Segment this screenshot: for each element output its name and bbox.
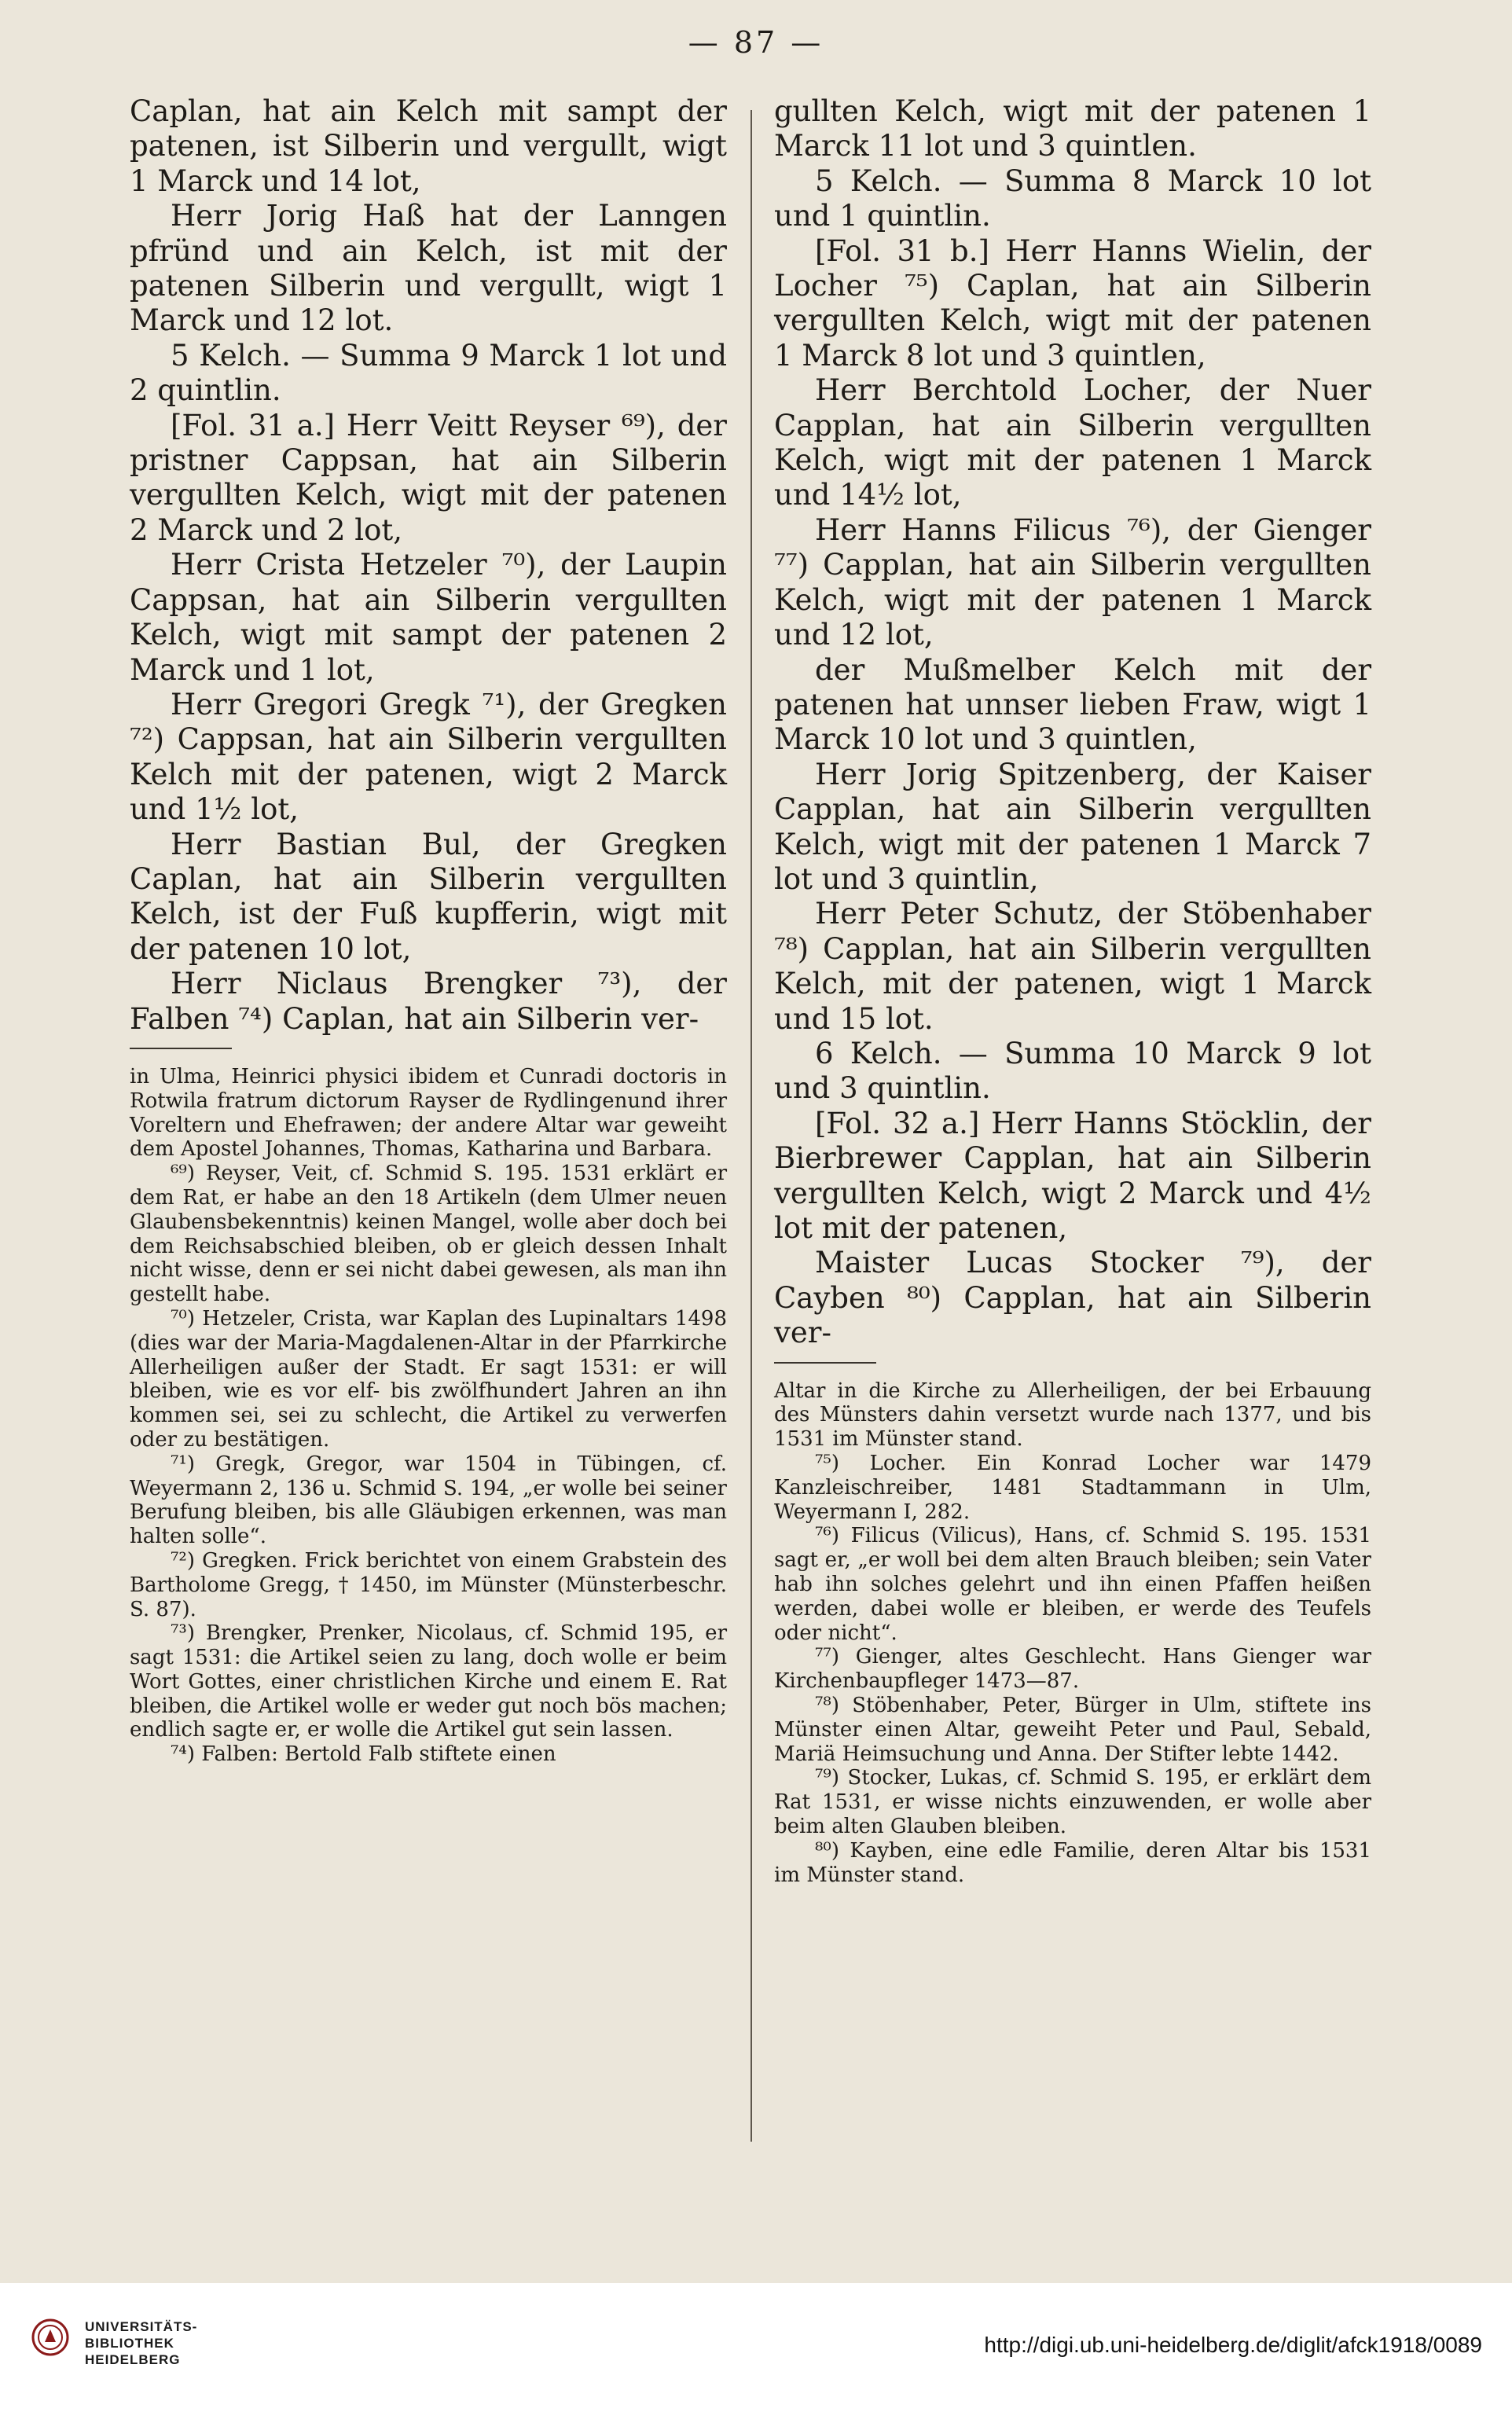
body-paragraph: der Mußmelber Kelch mit der patenen hat unnser lieben Fraw, wigt 1 Marck 10 lot und 3 quintlen, <box>774 652 1371 757</box>
footnote: Altar in die Kirche zu Allerheiligen, der bei Erbauung des Münsters dahin versetzt wurde nach 1377, und bis 1531 im Münster stand. <box>774 1379 1371 1452</box>
footnote: ⁷¹) Gregk, Gregor, war 1504 in Tübingen, cf. Weyermann 2, 136 u. Schmid S. 194, „er wolle bei seiner Berufung bleiben, bis alle Gläubigen erkennen, was man halten solle“. <box>130 1452 727 1549</box>
footnote: ⁷⁰) Hetzeler, Crista, war Kaplan des Lupinaltars 1498 (dies war der Maria-Magdalenen-Altar in der Pfarrkirche Allerheiligen außer der Stadt. Er sagt 1531: er will bleiben, wie es vor elf- bis zwölfhundert Jahren an ihn kommen sei, sei zu schlecht, die Artikel zu verwerfen oder zu bestätigen. <box>130 1306 727 1452</box>
footnote: ⁷³) Brengker, Prenker, Nicolaus, cf. Schmid 195, er sagt 1531: die Artikel seien zu lang, doch wolle er beim Wort Gottes, einer christlichen Kirche und einem E. Rat bleiben, die Artikel wolle er weder gut noch bös machen; endlich sagte er, er wolle die Artikel gut sein lassen. <box>130 1621 727 1742</box>
left-body-text <box>130 94 727 1037</box>
body-paragraph: [Fol. 31 a.] Herr Veitt Reyser ⁶⁹), der pristner Cappsan, hat ain Silberin vergullten Kelch, wigt mit der patenen 2 Marck und 2 lot, <box>130 408 727 547</box>
footnote: in Ulma, Heinrici physici ibidem et Cunradi doctoris in Rotwila fratrum dictorum Rayser de Rydlingenund ihrer Voreltern und Ehefrawen; der andere Altar war geweiht dem Apostel Johannes, Thomas, Katharina und Barbara. <box>130 1064 727 1162</box>
institution-line: BIBLIOTHEK <box>85 2336 174 2351</box>
university-seal-icon <box>31 2318 69 2356</box>
footnote-rule <box>130 1048 232 1049</box>
body-paragraph: gullten Kelch, wigt mit der patenen 1 Marck 11 lot und 3 quintlen. <box>774 94 1371 163</box>
left-column <box>130 94 727 1767</box>
body-paragraph: Herr Berchtold Locher, der Nuer Capplan, hat ain Silberin vergullten Kelch, wigt mit der patenen 1 Marck und 14½ lot, <box>774 373 1371 512</box>
footnote: ⁷⁵) Locher. Ein Konrad Locher war 1479 Kanzleischreiber, 1481 Stadtammann in Ulm, Weyermann I, 282. <box>774 1452 1371 1524</box>
footnote: ⁷⁹) Stocker, Lukas, cf. Schmid S. 195, er erklärt dem Rat 1531, er wisse nichts einzuwenden, er wolle aber beim alten Glauben bleiben. <box>774 1766 1371 1838</box>
footnote: ⁶⁹) Reyser, Veit, cf. Schmid S. 195. 1531 erklärt er dem Rat, er habe an den 18 Artikeln (dem Ulmer neuen Glaubensbekenntnis) keinen Mangel, wolle aber doch bei dem Reichsabschied bleiben, ob er gleich dessen Inhalt nicht wisse, denn er sei nicht dabei gewesen, als man ihn gestellt habe. <box>130 1162 727 1307</box>
body-paragraph: Herr Bastian Bul, der Gregken Caplan, hat ain Silberin vergullten Kelch, ist der Fuß kupfferin, wigt mit der patenen 10 lot, <box>130 827 727 966</box>
footnote: ⁸⁰) Kayben, eine edle Familie, deren Altar bis 1531 im Münster stand. <box>774 1838 1371 1887</box>
footnote: ⁷²) Gregken. Frick berichtet von einem Grabstein des Bartholome Gregg, † 1450, im Münster (Münsterbeschr. S. 87). <box>130 1548 727 1621</box>
column-divider <box>750 110 752 2142</box>
footnote: ⁷⁶) Filicus (Vilicus), Hans, cf. Schmid S. 195. 1531 sagt er, „er woll bei dem alten Brauch bleiben; sein Vater hab ihn solches gelehrt und ihn einen Pfaffen heißen werden, dabei wolle er bleiben, er werde des Teufels oder nicht“. <box>774 1524 1371 1645</box>
footnote: ⁷⁴) Falben: Bertold Falb stiftete einen <box>171 1742 556 1767</box>
footnote-rule <box>774 1362 876 1364</box>
body-paragraph: Herr Gregori Gregk ⁷¹), der Gregken ⁷²) Cappsan, hat ain Silberin vergullten Kelch mit der patenen, wigt 2 Marck und 1½ lot, <box>130 687 727 827</box>
body-paragraph: [Fol. 31 b.] Herr Hanns Wielin, der Locher ⁷⁵) Caplan, hat ain Silberin vergullten Kelch, wigt mit der patenen 1 Marck 8 lot und 3 quintlen, <box>774 233 1371 373</box>
body-paragraph: Caplan, hat ain Kelch mit sampt der patenen, ist Silberin und vergullt, wigt 1 Marck und 14 lot, <box>130 94 727 198</box>
body-paragraph: Herr Peter Schutz, der Stöbenhaber ⁷⁸) Capplan, hat ain Silberin vergullten Kelch, mit der patenen, wigt 1 Marck und 15 lot. <box>774 897 1371 1036</box>
body-paragraph: Herr Hanns Filicus ⁷⁶), der Gienger ⁷⁷) Capplan, hat ain Silberin vergullten Kelch, wigt mit der patenen 1 Marck und 12 lot, <box>774 512 1371 652</box>
footnote: ⁷⁷) Gienger, altes Geschlecht. Hans Gienger war Kirchenbaupfleger 1473—87. <box>774 1645 1371 1694</box>
body-paragraph: [Fol. 32 a.] Herr Hanns Stöcklin, der Bierbrewer Capplan, hat ain Silberin vergullten Kelch, wigt 2 Marck und 4½ lot mit der patenen, <box>774 1106 1371 1245</box>
right-footnotes <box>774 1379 1371 1888</box>
body-paragraph: Herr Jorig Spitzenberg, der Kaiser Capplan, hat ain Silberin vergullten Kelch, wigt mit der patenen 1 Marck 7 lot und 3 quintlin, <box>774 757 1371 896</box>
right-body-text <box>774 94 1371 1351</box>
institution-line: HEIDELBERG <box>85 2352 181 2367</box>
institution-name <box>85 2318 197 2368</box>
institution-line: UNIVERSITÄTS- <box>85 2319 198 2334</box>
body-paragraph: Herr Crista Hetzeler ⁷⁰), der Laupin Cappsan, hat ain Silberin vergullten Kelch, wigt mit sampt der patenen 2 Marck und 1 lot, <box>130 548 727 687</box>
body-paragraph: 5 Kelch. — Summa 9 Marck 1 lot und 2 quintlin. <box>130 338 727 408</box>
right-column <box>774 94 1371 1887</box>
left-footnotes <box>130 1065 727 1767</box>
body-paragraph: Herr Niclaus Brengker ⁷³), der Falben ⁷⁴) Caplan, hat ain Silberin ver- <box>130 967 727 1036</box>
source-url-link[interactable]: http://digi.ub.uni-heidelberg.de/diglit/afck1918/0089 <box>984 2333 1482 2357</box>
body-paragraph: 6 Kelch. — Summa 10 Marck 9 lot und 3 quintlin. <box>774 1036 1371 1106</box>
body-paragraph: Herr Jorig Haß hat der Lanngen pfründ und ain Kelch, ist mit der patenen Silberin und vergullt, wigt 1 Marck und 12 lot. <box>130 199 727 338</box>
page-number: — 87 — <box>688 25 824 60</box>
body-paragraph: 5 Kelch. — Summa 8 Marck 10 lot und 1 quintlin. <box>774 163 1371 233</box>
body-paragraph: Maister Lucas Stocker ⁷⁹), der Cayben ⁸⁰) Capplan, hat ain Silberin ver- <box>774 1246 1371 1350</box>
footnote: ⁷⁸) Stöbenhaber, Peter, Bürger in Ulm, stiftete ins Münster einen Altar, geweiht Peter und Paul, Sebald, Mariä Heimsuchung und Anna. Der Stifter lebte 1442. <box>774 1693 1371 1766</box>
